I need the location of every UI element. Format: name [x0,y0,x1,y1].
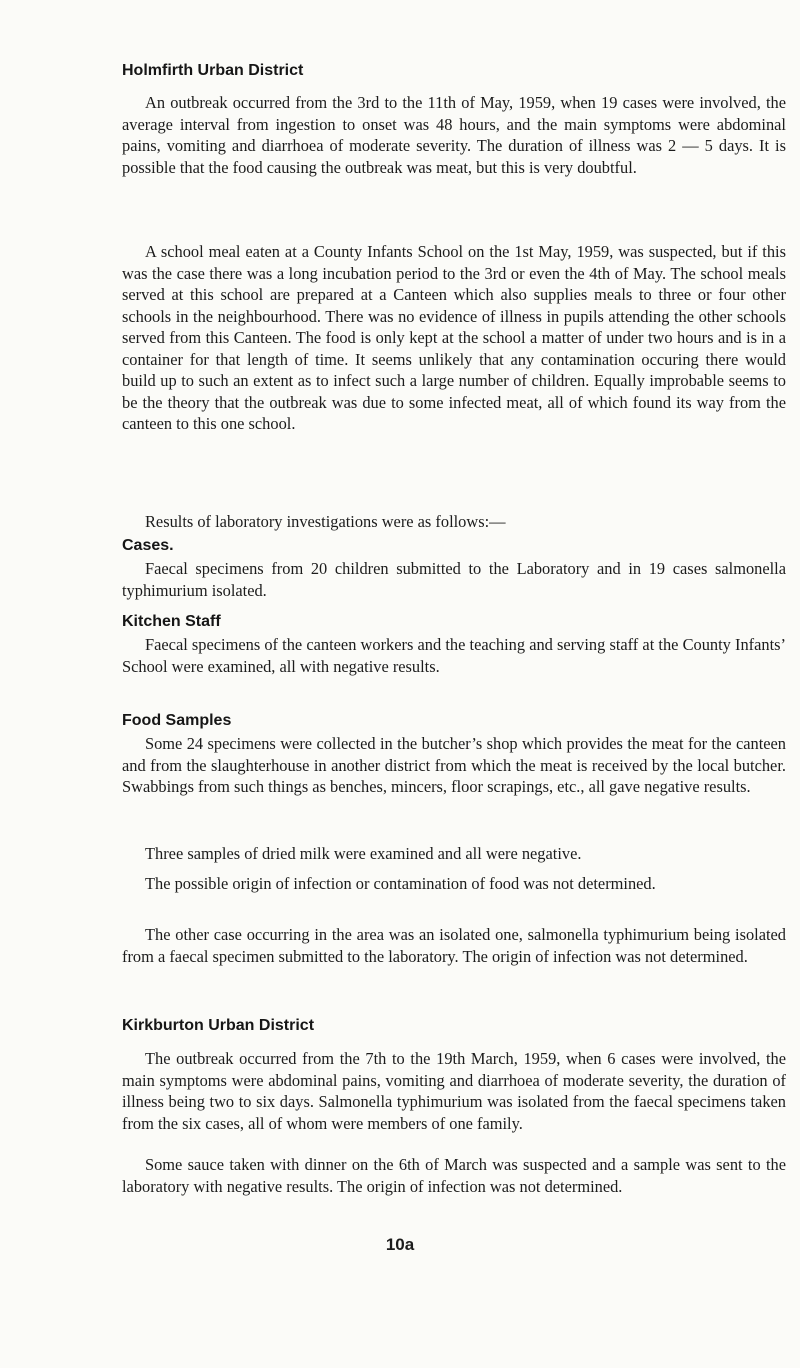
cases-paragraph: Faecal specimens from 20 children submitted to the Laboratory and in 19 cases salmonella typhimurium isolated. [122,559,786,600]
section-heading-kitchen-staff: Kitchen Staff [122,613,221,630]
section-heading-food-samples: Food Samples [122,712,232,729]
page-number: 10a [385,1235,415,1254]
holmfirth-paragraph-2: A school meal eaten at a County Infants School on the 1st May, 1959, was suspected, but if this was the case there was a long incubation period to the 3rd or even the 4th of May. The school meals served at this school are prepared at a Canteen which also supplies meals to three or four other schools in the neighbourhood. There was no evidence of illness in pupils attending the other schools served from this Canteen. The food is only kept at the school a matter of under two hours and is in a container for that length of time. It seems unlikely that any contamination occuring there would build up to such an extent as to infect such a large number of children. Equally improbable seems to be the theory that the outbreak was due to some infected meat, all of which found its way from the canteen to this one school. [122,242,786,433]
food-samples-paragraph-4: The other case occurring in the area was an isolated one, salmonella typhimurium being isolated from a faecal specimen submitted to the laboratory. The origin of infection was not determined. [122,925,786,966]
section-heading-kirkburton: Kirkburton Urban District [122,1017,315,1034]
food-samples-paragraph-2: Three samples of dried milk were examined and all were negative. [145,844,582,863]
section-heading-cases: Cases. [122,537,174,554]
kitchen-staff-paragraph: Faecal specimens of the canteen workers and the teaching and serving staff at the County Infants’ School were examined, all with negative results. [122,635,786,676]
holmfirth-paragraph-1: An outbreak occurred from the 3rd to the 11th of May, 1959, when 19 cases were involved, the average interval from ingestion to onset was 48 hours, and the main symptoms were abdominal pains, vomiting and diarrhoea of moderate severity. The duration of illness was 2 — 5 days. It is possible that the food causing the outbreak was meat, but this is very doubtful. [122,93,786,177]
kirkburton-paragraph-2: Some sauce taken with dinner on the 6th of March was suspected and a sample was sent to the laboratory with negative results. The origin of infection was not determined. [122,1155,786,1196]
holmfirth-paragraph-3: Results of laboratory investigations were as follows:— [145,512,506,531]
food-samples-paragraph-3: The possible origin of infection or contamination of food was not determined. [145,874,656,893]
food-samples-paragraph-1: Some 24 specimens were collected in the butcher’s shop which provides the meat for the canteen and from the slaughterhouse in another district from which the meat is received by the local butcher. Swabbings from such things as benches, mincers, floor scrapings, etc., all gave negative results. [122,734,786,796]
kirkburton-paragraph-1: The outbreak occurred from the 7th to the 19th March, 1959, when 6 cases were involved, the main symptoms were abdominal pains, vomiting and diarrhoea of moderate severity, the duration of illness being two to six days. Salmonella typhimurium was isolated from the faecal specimens taken from the six cases, all of whom were members of one family. [122,1049,786,1133]
section-heading-holmfirth: Holmfirth Urban District [122,62,304,79]
